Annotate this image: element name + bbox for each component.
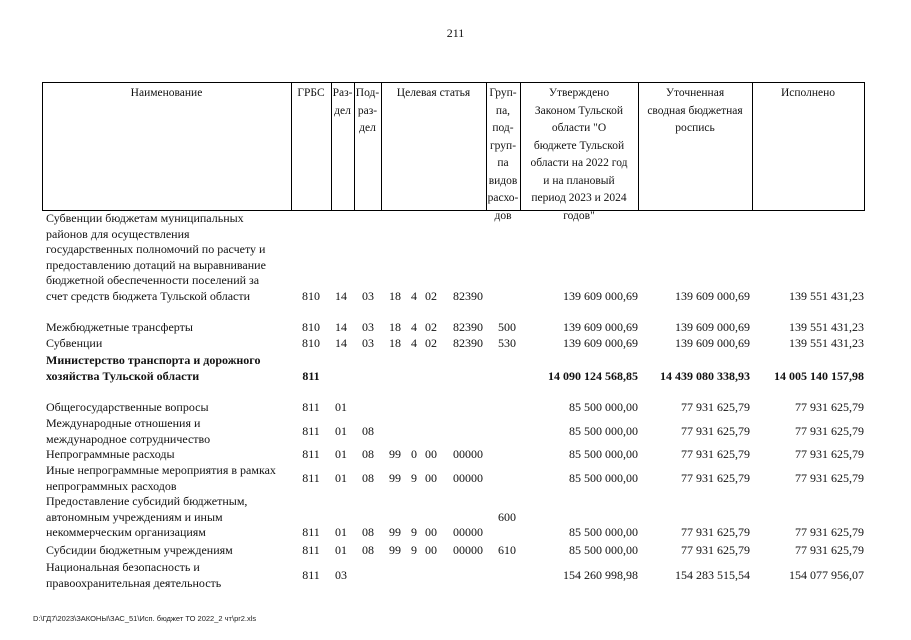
cell-cs2: 4 (411, 336, 417, 350)
cell-utv: 139 609 000,69 (563, 336, 638, 350)
cell-cs1: 99 (389, 543, 401, 557)
cell-rz: 03 (335, 567, 347, 582)
cell-utv: 85 500 000,00 (569, 525, 638, 539)
cell-utv: 85 500 000,00 (569, 423, 638, 438)
cell-utv: 154 260 998,98 (563, 567, 638, 582)
row-name-line: Субвенции бюджетам муниципальных (46, 211, 244, 225)
header-razdel: Раз- дел (332, 87, 353, 117)
cell-cs4: 82390 (453, 288, 483, 303)
page-number: 211 (446, 26, 465, 40)
header-divider (864, 83, 865, 210)
cell-rz: 01 (335, 447, 347, 461)
cell-grbs: 811 (302, 447, 320, 461)
cell-utoch: 139 609 000,69 (675, 288, 750, 303)
cell-vr: 530 (498, 336, 516, 350)
cell-utoch: 77 931 625,79 (681, 543, 750, 557)
row-name-line: счет средств бюджета Тульской области (46, 288, 251, 303)
row-name-line: непрограммных расходов (46, 478, 177, 493)
cell-cs1: 99 (389, 470, 401, 485)
cell-cs4: 00000 (453, 525, 483, 539)
cell-pr: 08 (362, 525, 374, 539)
cell-cs2: 9 (411, 543, 417, 557)
row-name-line: Субвенции (46, 336, 103, 350)
cell-grbs: 811 (302, 567, 320, 582)
row-name-line: предоставлению дотаций на выравнивание (46, 257, 266, 272)
cell-grbs: 811 (302, 470, 320, 485)
cell-grbs: 810 (302, 320, 320, 334)
cell-grbs: 811 (302, 368, 320, 383)
cell-grbs: 811 (302, 400, 320, 414)
cell-cs1: 99 (389, 447, 401, 461)
cell-cs1: 18 (389, 320, 401, 334)
file-path-footer: D:\ГД7\2023\ЗАКОНЫ\ЗАС_51\Исп. бюджет ТО 2022_2 чт\pr2.xls (33, 614, 257, 623)
cell-cs2: 9 (411, 470, 417, 485)
row-name-line: автономным учреждениям и иным (46, 509, 223, 524)
row-name-line: районов для осуществления (46, 226, 190, 241)
cell-rz: 14 (335, 320, 347, 334)
row-name-line: Международные отношения и (46, 416, 201, 430)
cell-utv: 14 090 124 568,85 (548, 368, 638, 383)
row-name-line: некоммерческим организациям (46, 525, 206, 539)
header-podrazdel: Под- раз- дел (355, 87, 380, 134)
cell-utv: 139 609 000,69 (563, 320, 638, 334)
cell-grbs: 810 (302, 288, 320, 303)
cell-isp: 139 551 431,23 (789, 336, 864, 350)
cell-cs3: 02 (425, 336, 437, 350)
cell-pr: 08 (362, 447, 374, 461)
row-name-line: Непрограммные расходы (46, 447, 175, 461)
cell-isp: 77 931 625,79 (795, 470, 864, 485)
row-name-line: Министерство транспорта и дорожного (46, 353, 261, 367)
cell-cs4: 82390 (453, 320, 483, 334)
cell-grbs: 810 (302, 336, 320, 350)
cell-cs1: 18 (389, 336, 401, 350)
cell-cs4: 00000 (453, 543, 483, 557)
row-name-line: Общегосударственные вопросы (46, 400, 209, 414)
cell-utoch: 154 283 515,54 (675, 567, 750, 582)
header-grbs: ГРБС (297, 87, 325, 99)
cell-isp: 139 551 431,23 (789, 320, 864, 334)
cell-grbs: 811 (302, 423, 320, 438)
cell-cs1: 99 (389, 525, 401, 539)
cell-isp: 139 551 431,23 (789, 288, 864, 303)
cell-cs4: 82390 (453, 336, 483, 350)
cell-rz: 01 (335, 423, 347, 438)
cell-rz: 14 (335, 288, 347, 303)
cell-cs3: 00 (425, 543, 437, 557)
cell-vr: 610 (498, 543, 516, 557)
cell-isp: 77 931 625,79 (795, 447, 864, 461)
cell-rz: 01 (335, 543, 347, 557)
cell-pr: 03 (362, 336, 374, 350)
cell-utoch: 77 931 625,79 (681, 470, 750, 485)
cell-utoch: 139 609 000,69 (675, 320, 750, 334)
row-name-line: Предоставление субсидий бюджетным, (46, 494, 248, 508)
cell-pr: 03 (362, 288, 374, 303)
cell-rz: 01 (335, 400, 347, 414)
cell-utoch: 77 931 625,79 (681, 400, 750, 414)
row-name-line: бюджетной обеспеченности поселений за (46, 273, 260, 287)
cell-cs2: 4 (411, 288, 417, 303)
cell-utv: 85 500 000,00 (569, 543, 638, 557)
row-name-line: Межбюджетные трансферты (46, 320, 193, 334)
cell-rz: 14 (335, 336, 347, 350)
header-utochnennaya: Уточненная сводная бюджетная роспись (647, 87, 743, 134)
cell-vr: 500 (498, 320, 516, 334)
cell-utv: 139 609 000,69 (563, 288, 638, 303)
cell-cs1: 18 (389, 288, 401, 303)
cell-rz: 01 (335, 525, 347, 539)
cell-cs3: 00 (425, 447, 437, 461)
cell-pr: 08 (362, 423, 374, 438)
cell-grbs: 811 (302, 543, 320, 557)
cell-pr: 03 (362, 320, 374, 334)
cell-cs2: 4 (411, 320, 417, 334)
cell-isp: 77 931 625,79 (795, 423, 864, 438)
cell-utoch: 77 931 625,79 (681, 447, 750, 461)
cell-cs3: 02 (425, 288, 437, 303)
row-name-line: хозяйства Тульской области (46, 368, 200, 383)
cell-cs2: 0 (411, 447, 417, 461)
cell-utoch: 139 609 000,69 (675, 336, 750, 350)
row-name-line: Субсидии бюджетным учреждениям (46, 543, 233, 557)
row-name-line: международное сотрудничество (46, 431, 211, 446)
cell-cs4: 00000 (453, 470, 483, 485)
cell-cs3: 00 (425, 525, 437, 539)
cell-utoch: 14 439 080 338,93 (660, 368, 750, 383)
row-name-line: Иные непрограммные мероприятия в рамках (46, 463, 276, 477)
header-utverzhdeno: Утверждено Законом Тульской области "О бюджете Тульской области на 2022 год и на плановый период 2023 и 2024 годов" (530, 87, 628, 222)
cell-utv: 85 500 000,00 (569, 470, 638, 485)
cell-rz: 01 (335, 470, 347, 485)
cell-utoch: 77 931 625,79 (681, 423, 750, 438)
cell-isp: 14 005 140 157,98 (774, 368, 864, 383)
cell-isp: 77 931 625,79 (795, 525, 864, 539)
header-gruppa: Груп- па, под- груп- па видов расхо- дов (487, 87, 519, 222)
cell-cs3: 00 (425, 470, 437, 485)
cell-utoch: 77 931 625,79 (681, 525, 750, 539)
row-name-line: правоохранительная деятельность (46, 575, 222, 590)
cell-isp: 77 931 625,79 (795, 400, 864, 414)
cell-vr: 600 (498, 509, 516, 524)
cell-utv: 85 500 000,00 (569, 400, 638, 414)
cell-cs4: 00000 (453, 447, 483, 461)
cell-pr: 08 (362, 470, 374, 485)
header-name: Наименование (130, 87, 203, 99)
row-name-line: государственных полномочий по расчету и (46, 242, 266, 256)
header-celevaya-statya: Целевая статья (396, 87, 471, 99)
cell-grbs: 811 (302, 525, 320, 539)
cell-isp: 154 077 956,07 (789, 567, 864, 582)
cell-utv: 85 500 000,00 (569, 447, 638, 461)
cell-isp: 77 931 625,79 (795, 543, 864, 557)
cell-pr: 08 (362, 543, 374, 557)
row-name-line: Национальная безопасность и (46, 560, 200, 574)
cell-cs2: 9 (411, 525, 417, 539)
cell-cs3: 02 (425, 320, 437, 334)
header-ispolneno: Исполнено (780, 87, 836, 99)
